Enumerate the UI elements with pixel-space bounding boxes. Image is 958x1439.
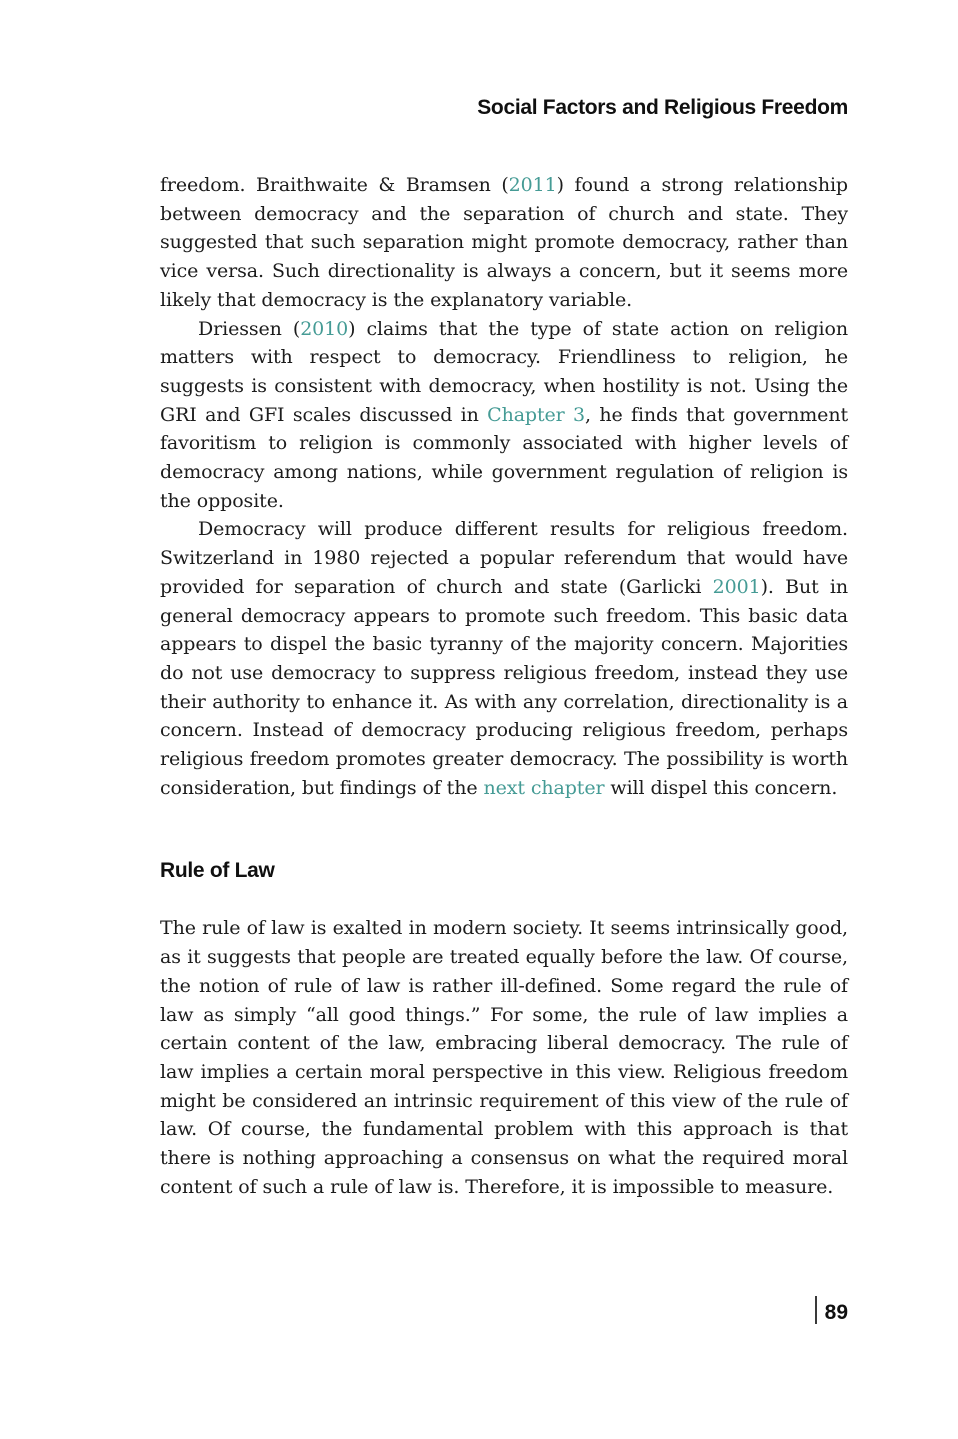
text-run: ) claims that the type of state action on religion matters with respect to democracy. Friendliness to religion, he suggests is consistent with democracy, when hostility is not. Using the GRI and GFI scales discussed in [160,317,848,426]
page-number-block [815,1296,848,1324]
text-run: The rule of law is exalted in modern society. It seems intrinsically good, as it suggests that people are treated equally before the law. Of course, the notion of rule of law is rather ill-defined. Some regard the rule of law as simply “all good things.” For some, the rule of law implies a certain content of the law, embracing liberal democracy. The rule of law implies a certain moral perspective in this view. Religious freedom might be considered an intrinsic requirement of this view of the rule of law. Of course, the fundamental problem with this approach is that there is nothing approaching a consensus on what the required moral content of such a rule of law is. Therefore, it is impossible to measure. [160,917,848,1198]
paragraph [160,171,848,315]
text-run: ) found a strong relationship between democracy and the separation of church and state. They suggested that such separation might promote democracy, rather than vice versa. Such directionality is always a concern, but it seems more likely that democracy is the explanatory variable. [160,174,848,311]
paragraph [160,515,848,802]
cross-reference-link[interactable]: next chapter [483,776,605,799]
running-head: Social Factors and Religious Freedom [477,96,848,119]
section-rule-of-law [160,858,848,1201]
text-run: Democracy will produce different results for religious freedom. Switzerland in 1980 rejected a popular referendum that would have provided for separation of church and state (Garlicki [160,518,848,598]
text-run: , he finds that government favoritism to religion is commonly associated with higher levels of democracy among nations, while government regulation of religion is the opposite. [160,403,848,512]
section-continued-text [160,171,848,802]
cross-reference-link[interactable]: Chapter 3 [487,403,586,426]
cross-reference-link[interactable]: 2001 [712,575,761,598]
cross-reference-link[interactable]: 2010 [300,317,349,340]
text-run: Driessen ( [198,317,301,340]
section-heading: Rule of Law [160,859,275,883]
text-run: ). But in general democracy appears to promote such freedom. This basic data appears to dispel the basic tyranny of the majority concern. Majorities do not use democracy to suppress religious freedom, instead they use their authority to enhance it. As with any correlation, directionality is a concern. Instead of democracy producing religious freedom, perhaps religious freedom promotes greater democracy. The possibility is worth consideration, but findings of the [160,575,848,799]
cross-reference-link[interactable]: 2011 [508,174,557,196]
text-run: freedom. Braithwaite & Bramsen ( [160,174,509,196]
paragraph [160,914,848,1201]
intro-paragraphs [160,171,848,802]
page-number: 89 [824,1301,848,1324]
folio-divider [815,1296,817,1324]
rule-of-law-paragraphs [160,914,848,1201]
text-run: will dispel this concern. [604,776,838,799]
paragraph [160,315,848,516]
page-body [160,171,848,1202]
